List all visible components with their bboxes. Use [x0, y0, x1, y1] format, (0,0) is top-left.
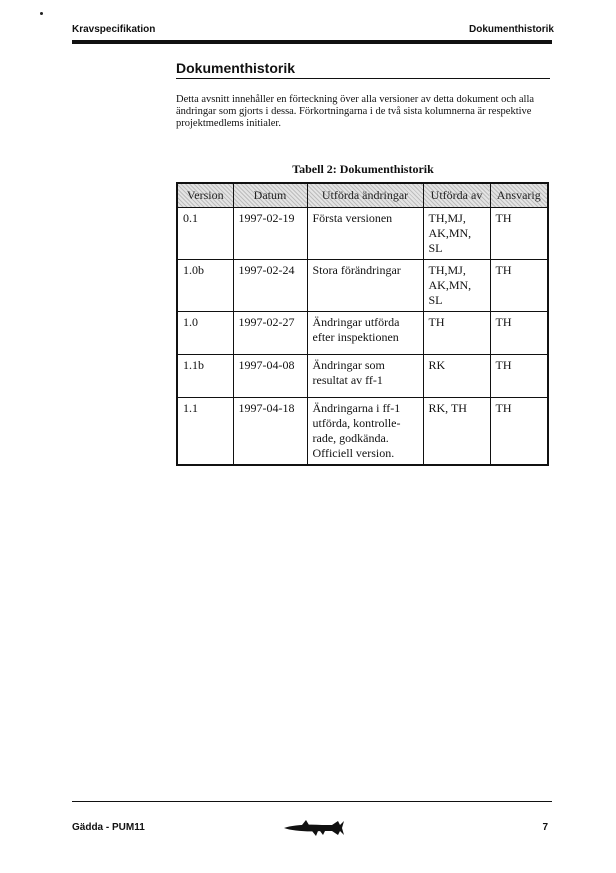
table-cell: 0.1 — [177, 208, 233, 260]
table-cell: Ändringarna i ff-1 utförda, kontrolle-rade, godkända. Officiell version. — [307, 398, 423, 466]
column-header: Version — [177, 183, 233, 208]
section-title: Dokumenthistorik — [176, 60, 296, 76]
table-cell: 1997-04-08 — [233, 355, 307, 398]
intro-paragraph: Detta avsnitt innehåller en förteckning över alla versioner av detta dokument och alla ändringar som gjorts i dessa. Förkortningarna i de två sista kolumnerna är respektive projektmedlems initialer. — [176, 94, 535, 129]
table-cell: 1.0b — [177, 260, 233, 312]
title-rule — [176, 78, 550, 79]
table-row — [177, 260, 548, 312]
table-row — [177, 355, 548, 398]
column-header: Utförda ändringar — [307, 183, 423, 208]
page-number: 7 — [542, 822, 548, 833]
table-cell: Ändringar som resultat av ff-1 — [307, 355, 423, 398]
table-cell: TH — [490, 312, 548, 355]
table-row — [177, 312, 548, 355]
table-cell: 1997-04-18 — [233, 398, 307, 466]
table-row — [177, 398, 548, 466]
table-cell: Ändringar utförda efter inspektionen — [307, 312, 423, 355]
table-cell: Stora förändringar — [307, 260, 423, 312]
table-cell: TH — [490, 398, 548, 466]
running-header-right: Dokumenthistorik — [468, 24, 554, 35]
table-cell: 1997-02-19 — [233, 208, 307, 260]
header-rule — [72, 40, 552, 44]
column-header: Utförda av — [423, 183, 490, 208]
table-cell: 1.1 — [177, 398, 233, 466]
history-table — [176, 182, 549, 466]
table-cell: TH — [490, 208, 548, 260]
column-header: Ansvarig — [490, 183, 548, 208]
table-cell: TH — [490, 355, 548, 398]
footer-project-label: Gädda - PUM11 — [72, 822, 145, 833]
footer-rule — [72, 801, 552, 802]
pike-fish-logo-icon — [282, 818, 350, 843]
decorative-dot — [40, 12, 43, 15]
table-cell: Första versionen — [307, 208, 423, 260]
table-cell: 1.0 — [177, 312, 233, 355]
column-header: Datum — [233, 183, 307, 208]
table-cell: TH — [423, 312, 490, 355]
table-cell: RK, TH — [423, 398, 490, 466]
table-header-row — [177, 183, 548, 208]
table-cell: RK — [423, 355, 490, 398]
table-cell: 1.1b — [177, 355, 233, 398]
table-cell: TH — [490, 260, 548, 312]
table-caption: Tabell 2: Dokumenthistorik — [292, 162, 434, 176]
running-header-left: Kravspecifikation — [72, 24, 156, 35]
table-cell: 1997-02-24 — [233, 260, 307, 312]
table-cell: 1997-02-27 — [233, 312, 307, 355]
table-cell: TH,MJ, AK,MN, SL — [423, 260, 490, 312]
table-row — [177, 208, 548, 260]
table-cell: TH,MJ, AK,MN, SL — [423, 208, 490, 260]
